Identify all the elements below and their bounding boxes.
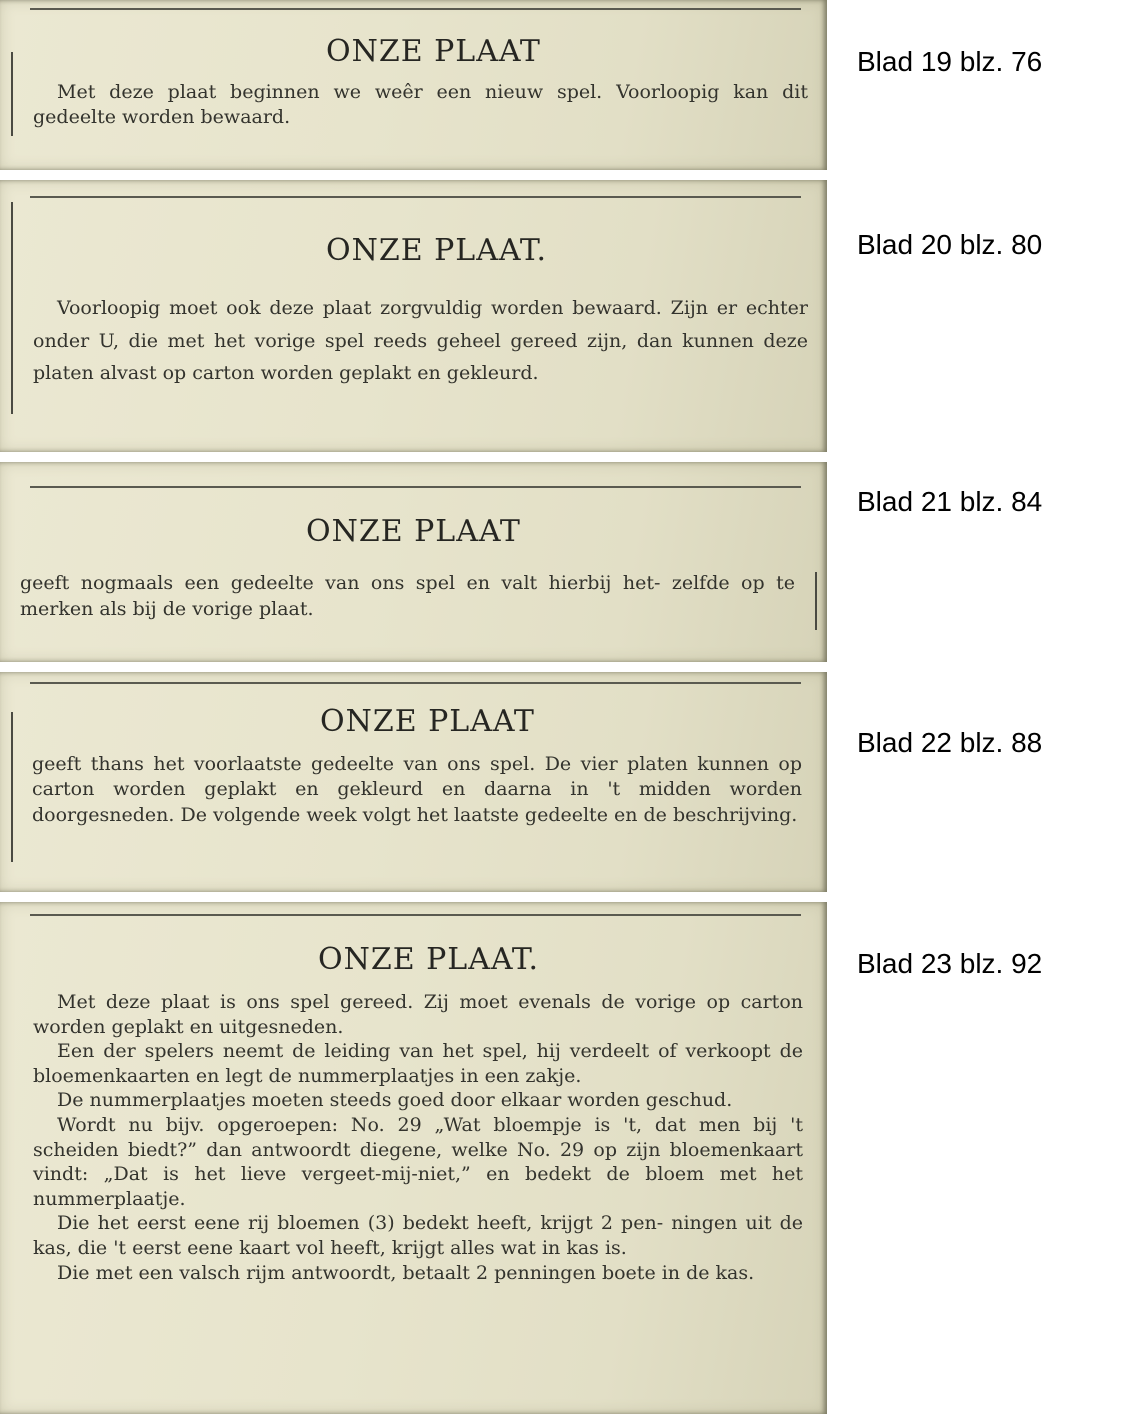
paragraph: De nummerplaatjes moeten steeds goed door elkaar worden geschud. <box>57 1089 733 1112</box>
clipping-text <box>32 752 802 828</box>
clipping-blad-19 <box>0 0 827 170</box>
clipping-text <box>20 570 795 622</box>
clipping-blad-22 <box>0 672 827 892</box>
paragraph: geeft nogmaals een gedeelte van ons spel en valt hierbij het- zelfde op te merken als bij de vorige plaat. <box>20 572 795 620</box>
paragraph: Wordt nu bijv. opgeroepen: No. 29 „Wat bloempje is 't, dat men bij 't scheiden biedt?” dan antwoordt diegene, welke No. 29 op zijn bloemenkaart vindt: „Dat is het lieve vergeet-mij-niet,” en bedekt de bloem met het nummerplaatje. <box>33 1113 803 1210</box>
clipping-text <box>33 80 808 129</box>
clipping-title: ONZE PLAAT <box>306 514 521 549</box>
page-reference: Blad 23 blz. 92 <box>857 948 1043 979</box>
clipping-text <box>33 990 803 1285</box>
clipping-text <box>33 292 808 390</box>
top-rule <box>30 914 801 916</box>
page-reference: Blad 20 blz. 80 <box>857 229 1043 260</box>
paragraph: Met deze plaat beginnen we weêr een nieuw spel. Voorloopig kan dit gedeelte worden bewaard. <box>33 81 808 128</box>
paragraph: geeft thans het voorlaatste gedeelte van ons spel. De vier platen kunnen op carton worden geplakt en gekleurd en daarna in 't midden worden doorgesneden. De volgende week volgt het laatste gedeelte en de beschrijving. <box>32 753 802 826</box>
paragraph: Die met een valsch rijm antwoordt, betaalt 2 penningen boete in de kas. <box>57 1261 755 1284</box>
page-reference: Blad 22 blz. 88 <box>857 727 1043 758</box>
column-border <box>11 52 13 136</box>
clipping-blad-21 <box>0 462 827 662</box>
clipping-title: ONZE PLAAT. <box>318 942 540 977</box>
clipping-title: ONZE PLAAT <box>320 704 535 739</box>
page-reference: Blad 21 blz. 84 <box>857 486 1043 517</box>
clipping-blad-23 <box>0 902 827 1414</box>
column-border <box>11 202 13 414</box>
top-rule <box>30 8 801 10</box>
top-rule <box>30 682 801 684</box>
paragraph: Een der spelers neemt de leiding van het spel, hij verdeelt of verkoopt de bloemenkaarten en legt de nummerplaatjes in een zakje. <box>33 1040 803 1087</box>
clipping-title: ONZE PLAAT <box>326 34 541 69</box>
page-reference: Blad 19 blz. 76 <box>857 46 1043 77</box>
paragraph: Met deze plaat is ons spel gereed. Zij moet evenals de vorige op carton worden geplakt en uitgesneden. <box>33 991 803 1038</box>
top-rule <box>30 196 801 198</box>
paragraph: Voorloopig moet ook deze plaat zorgvuldig worden bewaard. Zijn er echter onder U, die met het vorige spel reeds geheel gereed zijn, dan kunnen deze platen alvast op carton worden geplakt en gekleurd. <box>33 297 808 384</box>
clipping-title: ONZE PLAAT. <box>326 233 548 268</box>
column-border <box>815 572 817 630</box>
paragraph: Die het eerst eene rij bloemen (3) bedekt heeft, krijgt 2 pen- ningen uit de kas, die 't eerst eene kaart vol heeft, krijgt alles wat in kas is. <box>33 1212 803 1259</box>
clipping-blad-20 <box>0 180 827 452</box>
column-border <box>11 712 13 862</box>
top-rule <box>30 486 801 488</box>
